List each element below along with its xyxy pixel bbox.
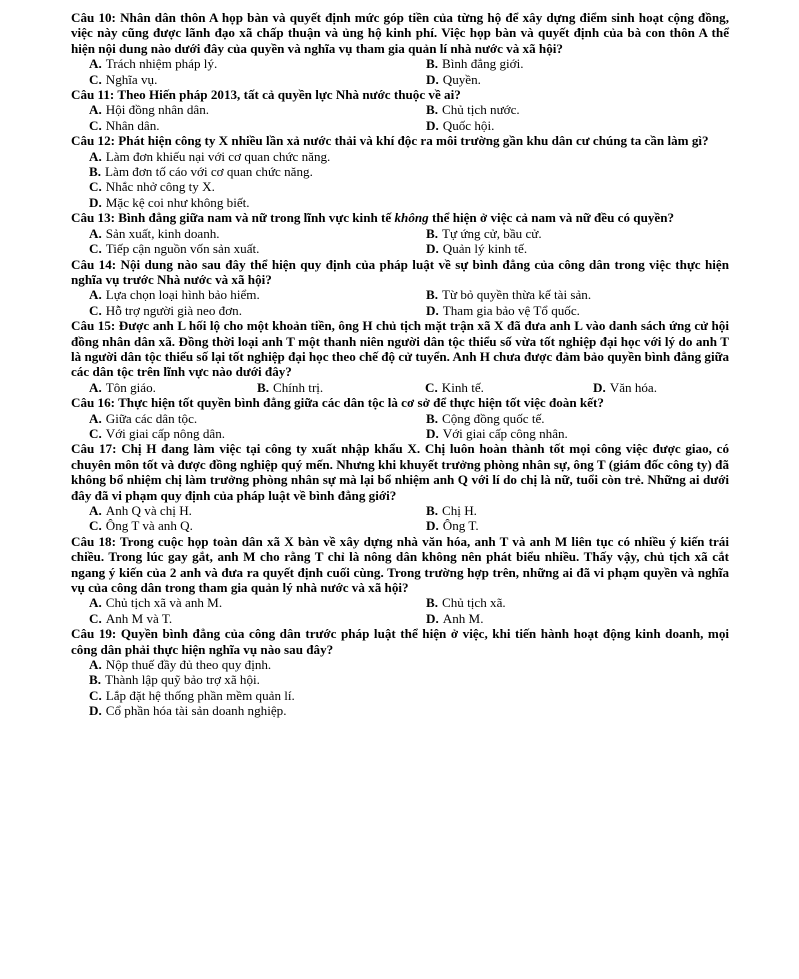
question-number: Câu 19: <box>71 626 117 642</box>
question-number: Câu 15: <box>71 318 116 334</box>
question-number: Câu 14: <box>71 256 117 272</box>
option-label: D. <box>426 610 439 626</box>
option-text: Chủ tịch xã và anh M. <box>105 595 223 611</box>
option-a <box>89 287 426 302</box>
option-label: B. <box>89 164 102 180</box>
option-a <box>89 380 257 395</box>
question-10 <box>71 10 729 87</box>
option-text: Trách nhiệm pháp lý. <box>105 56 218 72</box>
options-row <box>71 102 729 117</box>
option-label: D. <box>426 71 439 87</box>
options-row <box>71 426 729 441</box>
question-16 <box>71 395 729 441</box>
options-row <box>71 72 729 87</box>
question-stem <box>71 626 729 657</box>
options-row <box>71 226 729 241</box>
option-a <box>89 56 426 71</box>
question-number: Câu 10: <box>71 10 116 25</box>
option-text: Mặc kệ coi như không biết. <box>105 194 250 210</box>
option-text: Nộp thuế đầy đủ theo quy định. <box>105 657 272 673</box>
option-label: B. <box>426 102 439 118</box>
question-text: Chị H đang làm việc tại công ty xuất nhập khẩu X. Chị luôn hoàn thành tốt mọi công việc được giao, có chuyên môn tốt và được đồng nghiệp quý mến. Nhưng khi khuyết trưởng phòng nhân sự, ông T (giám đốc công ty) đã không bổ nhiệm chị làm trưởng phòng nhân sự mà lại bổ nhiệm anh Q với lí do chị là nữ, tuổi còn trẻ. Những ai dưới đây đã vi phạm quy định của pháp luật về bình đẳng giới? <box>71 441 729 503</box>
option-b <box>426 56 524 71</box>
question-text: Nhân dân thôn A họp bàn và quyết định mức góp tiền của từng hộ để xây dựng điểm sinh hoạt cộng đồng, việc này cũng được lãnh đạo xã chấp thuận và ủng hộ kinh phí. Việc họp bàn và quyết định của bà con thôn A thể hiện nội dung nào dưới đây của quyền và nghĩa vụ tham gia quản lí nhà nước và xã hội? <box>71 10 729 56</box>
question-19 <box>71 626 729 718</box>
option-text: Giữa các dân tộc. <box>105 410 198 426</box>
option-text: Anh Q và chị H. <box>105 503 192 518</box>
question-stem <box>71 395 729 410</box>
option-d <box>426 611 483 626</box>
option-text: Nhắc nhở công ty X. <box>105 179 215 195</box>
option-c <box>89 426 426 441</box>
option-label: C. <box>89 610 102 626</box>
option-text: Kinh tế. <box>441 379 484 395</box>
option-d <box>426 241 527 256</box>
question-text: Phát hiện công ty X nhiều lần xả nước thải và khí độc ra môi trường gần khu dân cư chúng ta cần làm gì? <box>118 133 709 149</box>
option-text: Làm đơn tố cáo với cơ quan chức năng. <box>105 164 313 180</box>
option-text: Văn hóa. <box>609 379 658 395</box>
option-text: Từ bỏ quyền thừa kế tài sản. <box>442 287 592 303</box>
option-b <box>426 503 477 518</box>
option-d <box>426 72 481 87</box>
question-11 <box>71 87 729 133</box>
question-text: Nội dung nào sau đây thể hiện quy định của pháp luật về sự bình đẳng của công dân trong việc thực hiện nghĩa vụ trước Nhà nước và xã hội? <box>71 256 729 287</box>
option-label: C. <box>89 687 102 703</box>
option-text: Ông T và anh Q. <box>105 518 193 534</box>
option-label: D. <box>426 518 439 534</box>
options-row <box>71 595 729 610</box>
option-label: A. <box>89 503 102 518</box>
option-d <box>426 518 479 533</box>
option-a <box>71 657 729 672</box>
option-text: Anh M và T. <box>105 610 173 626</box>
question-text-tail: thể hiện ở việc cả nam và nữ đều có quyền? <box>428 210 675 226</box>
option-text: Chủ tịch nước. <box>442 102 520 118</box>
option-text: Lắp đặt hệ thống phần mềm quản lí. <box>105 687 295 703</box>
question-number: Câu 13: <box>71 210 116 226</box>
option-label: B. <box>89 672 102 688</box>
question-text: Được anh L hối lộ cho một khoản tiền, ông H chủ tịch mặt trận xã X đã đưa anh L vào danh sách ứng cử hội đồng nhân dân xã. Đồng thời loại anh T một thanh niên người dân tộc thiểu số vừa tốt nghiệp đại học với lý do anh T là người dân tộc thiểu số lại tốt nghiệp đại học theo chế độ cử tuyển. Anh H chưa được đảm bảo quyền bình đẳng giữa các dân tộc trên lĩnh vực nào dưới đây? <box>71 318 729 380</box>
option-text: Chủ tịch xã. <box>442 595 506 611</box>
option-label: A. <box>89 225 102 241</box>
option-label: C. <box>425 379 438 395</box>
question-stem <box>71 210 729 225</box>
option-text: Anh M. <box>442 610 484 626</box>
question-stem <box>71 133 729 148</box>
option-label: A. <box>89 287 102 303</box>
option-text: Quyền. <box>442 71 481 87</box>
option-c <box>71 179 729 194</box>
emphasis-word: không <box>394 210 429 226</box>
options-row <box>71 380 729 395</box>
option-label: A. <box>89 657 102 673</box>
option-label: A. <box>89 148 102 164</box>
question-number: Câu 18: <box>71 533 116 549</box>
question-14 <box>71 257 729 319</box>
option-b <box>71 164 729 179</box>
option-label: C. <box>89 117 102 133</box>
option-text: Cổ phần hóa tài sản doanh nghiệp. <box>105 703 287 719</box>
option-label: B. <box>426 595 439 611</box>
option-text: Quốc hội. <box>442 117 495 133</box>
options-row <box>71 287 729 302</box>
option-d <box>426 303 580 318</box>
option-text: Với giai cấp nông dân. <box>105 425 226 441</box>
option-b <box>426 226 542 241</box>
option-label: C. <box>89 302 102 318</box>
option-a <box>71 149 729 164</box>
option-text: Sản xuất, kinh doanh. <box>105 225 220 241</box>
question-text: Trong cuộc họp toàn dân xã X bàn về xây dựng nhà văn hóa, anh T và anh M liên tục có nhiều ý kiến trái chiều. Trong lúc gay gắt, anh M cho rằng T chỉ là nông dân không nên phát biểu nhiều. Thấy vậy, chủ tịch xã cắt ngang ý kiến của 2 anh và đưa ra quyết định cuối cùng. Trong trường hợp trên, những ai đã vi phạm quyền và nghĩa vụ của công dân trong tham gia quản lý nhà nước và xã hội? <box>71 533 729 596</box>
option-text: Chính trị. <box>273 379 324 395</box>
option-label: D. <box>426 302 439 318</box>
question-text: Quyền bình đẳng của công dân trước pháp luật thể hiện ở việc, khi tiến hành hoạt động kinh doanh, mọi công dân phải thực hiện nghĩa vụ nào sau đây? <box>71 626 730 657</box>
option-label: D. <box>426 241 439 257</box>
option-text: Chị H. <box>442 503 477 518</box>
option-a <box>89 595 426 610</box>
option-a <box>89 503 426 518</box>
option-d <box>71 703 729 718</box>
option-label: D. <box>426 117 439 133</box>
option-c <box>89 118 426 133</box>
option-text: Tự ứng cử, bầu cử. <box>442 225 542 241</box>
option-label: D. <box>89 194 102 210</box>
option-text: Cộng đồng quốc tế. <box>442 410 545 426</box>
option-text: Thành lập quỹ bảo trợ xã hội. <box>105 672 260 688</box>
option-label: C. <box>89 518 102 534</box>
options-row <box>71 411 729 426</box>
option-text: Nghĩa vụ. <box>105 71 158 87</box>
option-text: Nhân dân. <box>105 117 160 133</box>
question-12 <box>71 133 729 210</box>
options-row <box>71 241 729 256</box>
option-label: D. <box>593 379 606 395</box>
option-label: A. <box>89 410 102 426</box>
question-stem <box>71 257 729 288</box>
option-label: A. <box>89 56 102 72</box>
option-text: Ông T. <box>442 518 479 534</box>
option-label: A. <box>89 102 102 118</box>
option-label: C. <box>89 241 102 257</box>
option-a <box>89 226 426 241</box>
option-text: Hội đồng nhân dân. <box>105 102 210 118</box>
question-text: Theo Hiến pháp 2013, tất cả quyền lực Nhà nước thuộc về ai? <box>117 87 461 103</box>
question-18 <box>71 534 729 626</box>
option-b <box>71 672 729 687</box>
option-c <box>89 72 426 87</box>
options-row <box>71 118 729 133</box>
option-label: C. <box>89 179 102 195</box>
option-c <box>425 380 593 395</box>
option-label: B. <box>426 56 439 72</box>
option-d <box>426 118 494 133</box>
option-text: Với giai cấp công nhân. <box>442 425 568 441</box>
option-label: C. <box>89 71 102 87</box>
option-text: Lựa chọn loại hình bảo hiểm. <box>105 287 260 303</box>
option-label: A. <box>89 595 102 611</box>
question-text: Bình đẳng giữa nam và nữ trong lĩnh vực kinh tế <box>118 210 395 226</box>
option-text: Quản lý kinh tế. <box>442 241 528 257</box>
options-row <box>71 518 729 533</box>
option-text: Tham gia bảo vệ Tổ quốc. <box>442 302 580 318</box>
option-b <box>426 595 506 610</box>
question-stem <box>71 534 729 596</box>
options-row <box>71 503 729 518</box>
option-label: A. <box>89 379 102 395</box>
options-row <box>71 56 729 71</box>
question-stem <box>71 87 729 102</box>
option-label: B. <box>426 287 439 303</box>
option-a <box>89 411 426 426</box>
question-stem <box>71 441 729 503</box>
option-label: D. <box>426 425 439 441</box>
question-13 <box>71 210 729 256</box>
option-text: Hỗ trợ người già neo đơn. <box>105 302 242 318</box>
question-number: Câu 11: <box>71 87 115 103</box>
option-b <box>257 380 425 395</box>
question-stem <box>71 10 729 56</box>
option-c <box>89 241 426 256</box>
option-label: B. <box>426 410 439 426</box>
option-b <box>426 102 520 117</box>
option-c <box>71 688 729 703</box>
option-d <box>71 195 729 210</box>
option-label: B. <box>426 503 439 518</box>
question-text: Thực hiện tốt quyền bình đẳng giữa các dân tộc là cơ sở để thực hiện tốt việc đoàn kết? <box>118 395 604 411</box>
question-17 <box>71 441 729 533</box>
option-d <box>593 380 657 395</box>
question-stem <box>71 318 729 380</box>
option-text: Tiếp cận nguồn vốn sản xuất. <box>105 241 260 257</box>
option-a <box>89 102 426 117</box>
option-text: Bình đẳng giới. <box>442 56 524 72</box>
option-c <box>89 518 426 533</box>
option-label: D. <box>89 703 102 719</box>
option-label: C. <box>89 425 102 441</box>
option-c <box>89 611 426 626</box>
options-row <box>71 611 729 626</box>
option-text: Tôn giáo. <box>105 379 156 395</box>
option-b <box>426 411 545 426</box>
option-d <box>426 426 568 441</box>
option-label: B. <box>426 225 439 241</box>
option-c <box>89 303 426 318</box>
options-row <box>71 303 729 318</box>
option-text: Làm đơn khiếu nại với cơ quan chức năng. <box>105 148 331 164</box>
option-label: B. <box>257 379 270 395</box>
question-number: Câu 17: <box>71 441 117 457</box>
option-b <box>426 287 591 302</box>
question-number: Câu 12: <box>71 133 116 149</box>
question-number: Câu 16: <box>71 395 116 411</box>
question-15 <box>71 318 729 395</box>
